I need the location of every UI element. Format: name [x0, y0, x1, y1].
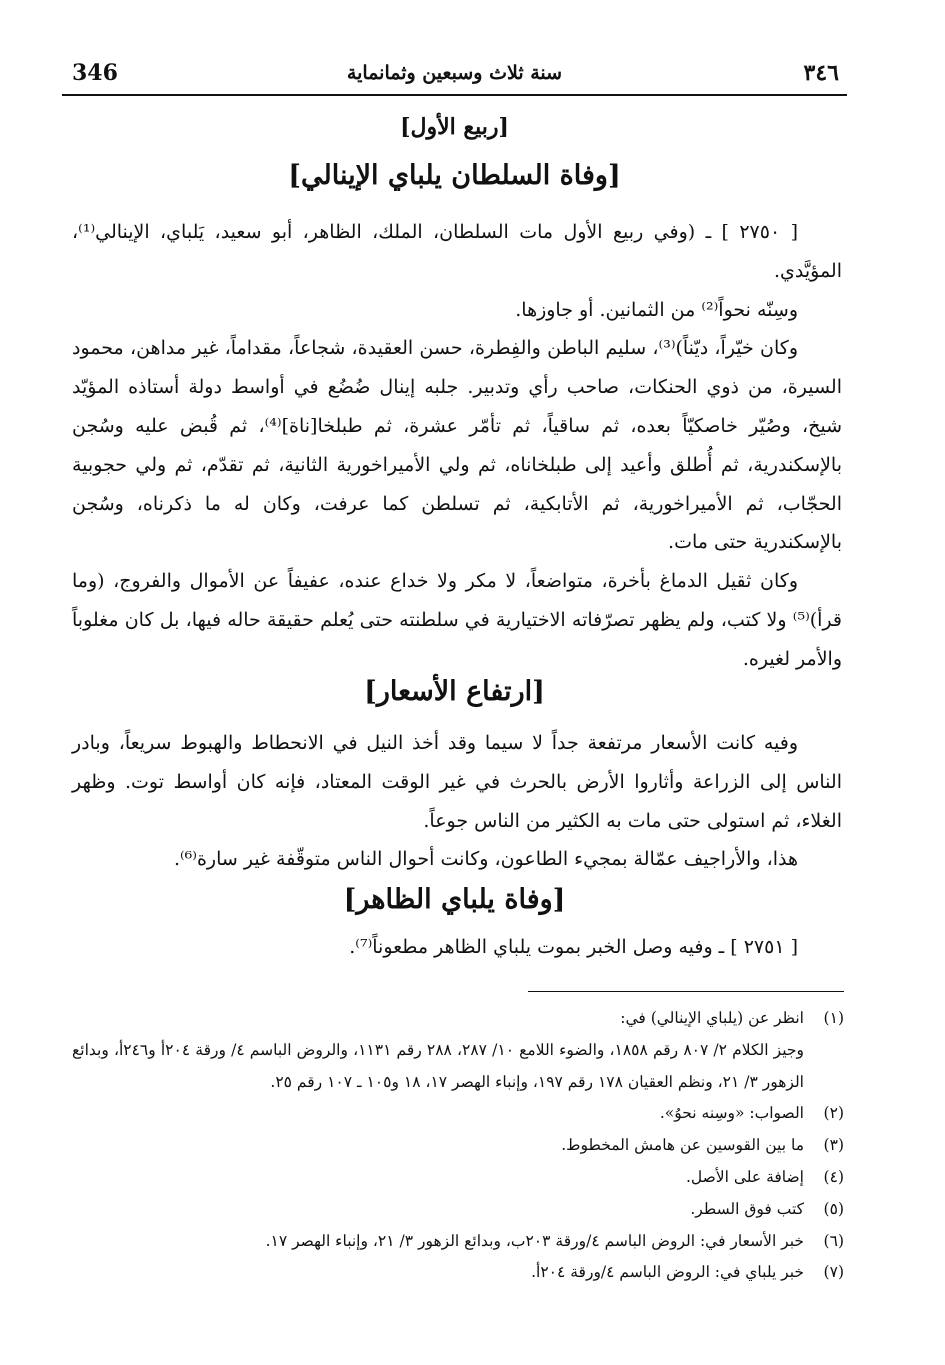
footnote-text: خبر يلباي في: الروض الباسم ٤/ورقة ٢٠٤أ.	[531, 1263, 804, 1282]
section1-body	[72, 213, 842, 679]
paragraph: وفيه كانت الأسعار مرتفعة جداً لا سيما وقد أخذ النيل في الانحطاط والهبوط سريعاً، وبادر الناس إلى الزراعة وأثاروا الأرض بالحرث في غير الوقت المعتاد، فإنه كان أواسط توت. وظهر الغلاء، ثم استولى حتى مات به الكثير من الناس جوعاً.	[72, 732, 842, 832]
footnote-number: (٦)	[823, 1231, 844, 1250]
footnote-text: كتب فوق السطر.	[690, 1199, 804, 1218]
footnote	[72, 1098, 844, 1130]
footnote-number: (٢)	[823, 1104, 844, 1123]
footnote	[72, 1130, 844, 1162]
footnote-number: (٣)	[823, 1136, 844, 1155]
footnote	[72, 1162, 844, 1194]
footnote-number: (٥)	[823, 1199, 844, 1218]
footnote-text: إضافة على الأصل.	[685, 1167, 804, 1186]
footnote	[72, 1003, 844, 1035]
running-title: سنة ثلاث وسبعين وثمانماية	[346, 62, 563, 84]
paragraph: وكان ثقيل الدماغ بأخرة، متواضعاً، لا مكر ولا خداع عنده، عفيفاً عن الأموال والفروج، (وما قرأ)⁽⁵⁾ ولا كتب، ولم يظهر تصرّفاته الاختيارية في سلطنته حتى يُعلم حقيقة حاله فيها، بل كان مغلوباً والأمر لغيره.	[72, 570, 842, 670]
footnote-separator	[528, 991, 844, 992]
section3-body	[72, 928, 842, 967]
page-header	[62, 56, 847, 92]
paragraph: هذا، والأراجيف عمّالة بمجيء الطاعون، وكانت أحوال الناس متوقّفة غير سارة⁽⁶⁾.	[173, 848, 798, 871]
footnote	[72, 1226, 844, 1258]
section-heading-rising-prices: [ارتفاع الأسعار]	[364, 676, 545, 707]
footnote-text: انظر عن (يلباي الإينالي) في:	[620, 1009, 804, 1027]
footnote-text: ما بين القوسين عن هامش المخطوط.	[561, 1136, 804, 1155]
page-number-arabic: ٣٤٦	[803, 60, 839, 86]
section2-body	[72, 724, 842, 879]
month-heading: [ربيع الأول]	[400, 114, 509, 140]
footnote-number: (٧)	[823, 1263, 844, 1282]
footnote-text: خبر الأسعار في: الروض الباسم ٤/ورقة ٢٠٣ب، وبدائع الزهور ٣/ ٢١، وإنباء الهصر ١٧.	[265, 1231, 804, 1250]
footnote-continuation: وجيز الكلام ٢/ ٨٠٧ رقم ١٨٥٨، والضوء اللامع ١٠/ ٢٨٧، ٢٨٨ رقم ١١٣١، والروض الباسم ٤/ ورقة ٢٠٤أ و٢٤٦أ، وبدائع الزهور ٣/ ٢١، ونظم العقيان ١٧٨ رقم ١٩٧، وإنباء الهصر ١٧، ١٨ و١٠٥ ـ ١٠٧ رقم ٢٥.	[72, 1040, 804, 1091]
footnote-number: (٤)	[823, 1167, 844, 1186]
section-heading-death-of-yalbay: [وفاة يلباي الظاهر]	[343, 884, 566, 915]
paragraph: وسِنّه نحواً⁽²⁾ من الثمانين. أو جاوزها.	[515, 298, 798, 321]
paragraph: وكان خيّراً، ديّناً)⁽³⁾، سليم الباطن والفِطرة، حسن العقيدة، شجاعاً، مقداماً، غير مداهن، محمود السيرة، من ذوي الحنكات، صاحب رأي وتدبير. جلبه إينال ضُضُع في أواسط دولة أستاذه المؤيّد شيخ، وصُيّر خاصكيّاً بعده، ثم ساقياً، ثم تأمّر عشرة، ثم طبلخا[ناة]⁽⁴⁾، ثم قُبض عليه وسُجن بالإسكندرية، ثم أُطلق وأعيد إلى طبلخاناه، ثم ولي الأميراخورية الثانية، ثم تقدّم، ثم ولي حجوبية الحجّاب، ثم الأميراخورية، ثم الأتابكية، ثم تسلطن كما عرفت، وكان له ما ذكرناه، وسُجن بالإسكندرية حتى مات.	[72, 337, 842, 554]
header-rule	[62, 94, 847, 96]
paragraph: [ ٢٧٥٠ ] ـ (وفي ربيع الأول مات السلطان، الملك، الظاهر، أبو سعيد، يَلباي، الإينالي⁽¹⁾، المؤيَّدي.	[72, 221, 842, 282]
footnote	[72, 1194, 844, 1226]
paragraph: [ ٢٧٥١ ] ـ وفيه وصل الخبر بموت يلباي الظاهر مطعوناً⁽⁷⁾.	[349, 936, 798, 958]
footnote-text: الصواب: «وسِنه نحوُ».	[659, 1104, 804, 1123]
footnotes	[72, 1003, 844, 1289]
footnote-number: (١)	[823, 1009, 844, 1027]
page-number-latin: 346	[72, 60, 118, 86]
footnote	[72, 1257, 844, 1289]
section-heading-death-of-sultan: [وفاة السلطان يلباي الإينالي]	[288, 160, 621, 191]
